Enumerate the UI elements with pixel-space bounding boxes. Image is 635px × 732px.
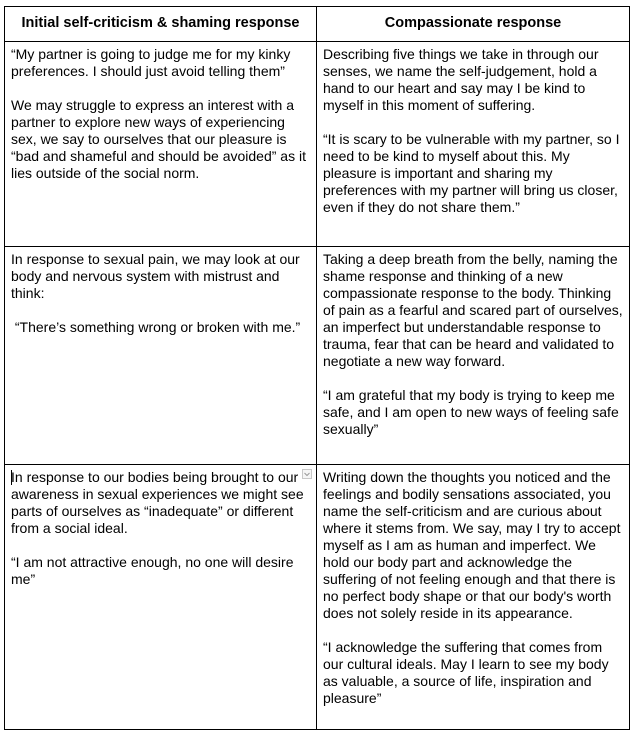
cell-paragraph: “There’s something wrong or broken with me.” xyxy=(11,319,301,335)
table-row xyxy=(5,247,630,465)
cell-paragraph: Taking a deep breath from the belly, naming the shame response and thinking of a new compassionate response to the body. Thinking of pain as a fearful and scared part of ourselves, an imperfect but understandable response to trauma, fear that can be heard and validated to negotiate a new way forward. xyxy=(323,251,627,369)
cell-paragraph: “I am grateful that my body is trying to keep me safe, and I am open to new ways of feeling safe sexually” xyxy=(323,387,623,437)
header-shaming-response[interactable]: Initial self-criticism & shaming response xyxy=(5,7,317,42)
cell-paragraph: “I acknowledge the suffering that comes from our cultural ideals. May I learn to see my body as valuable, a source of life, inspiration and pleasure” xyxy=(323,639,613,706)
table-cell-shaming-active[interactable] xyxy=(5,465,317,730)
cell-paragraph: “My partner is going to judge me for my kinky preferences. I should just avoid telling them” xyxy=(11,46,295,79)
cell-paragraph xyxy=(11,469,310,537)
table-cell-compassionate[interactable] xyxy=(317,465,630,730)
table-cell-shaming[interactable] xyxy=(5,247,317,465)
cell-paragraph: Describing five things we take in through our senses, we name the self-judgement, hold a hand to our heart and say may I be kind to myself in this moment of suffering. xyxy=(323,46,603,113)
cell-paragraph: We may struggle to express an interest with a partner to explore new ways of experiencing sex, we say to ourselves that our pleasure is “bad and shameful and should be avoided” as it lies outside of the social norm. xyxy=(11,97,310,181)
table-cell-compassionate[interactable] xyxy=(317,247,630,465)
chevron-down-icon[interactable] xyxy=(302,469,312,479)
table-cell-compassionate[interactable] xyxy=(317,42,630,247)
header-row xyxy=(5,7,630,42)
active-cell-wrap xyxy=(11,469,310,588)
cell-paragraph: “It is scary to be vulnerable with my partner, so I need to be kind to myself about this. My pleasure is important and sharing my preferences with my partner will bring us closer, even if they do not share them.” xyxy=(323,131,624,215)
cell-paragraph: Writing down the thoughts you noticed and the feelings and bodily sensations associated, you name the self-criticism and are curious about where it stems from. We say, may I try to accept myself as I am as human and imperfect. We hold our body part and acknowledge the suffering of not feeling enough and that there is no perfect body shape or that our body's worth does not solely reside in its appearance. xyxy=(323,469,625,621)
table-row xyxy=(5,465,630,730)
cell-paragraph-text: In response to our bodies being brought to our awareness in sexual experiences we might see parts of ourselves as “inadequate” or different from a social ideal. xyxy=(11,469,308,536)
cell-paragraph: “I am not attractive enough, no one will desire me” xyxy=(11,554,298,587)
header-compassionate-response[interactable]: Compassionate response xyxy=(317,7,630,42)
response-table xyxy=(4,6,630,730)
table-row xyxy=(5,42,630,247)
cell-paragraph: In response to sexual pain, we may look at our body and nervous system with mistrust and think: xyxy=(11,251,304,301)
table-cell-shaming[interactable] xyxy=(5,42,317,247)
